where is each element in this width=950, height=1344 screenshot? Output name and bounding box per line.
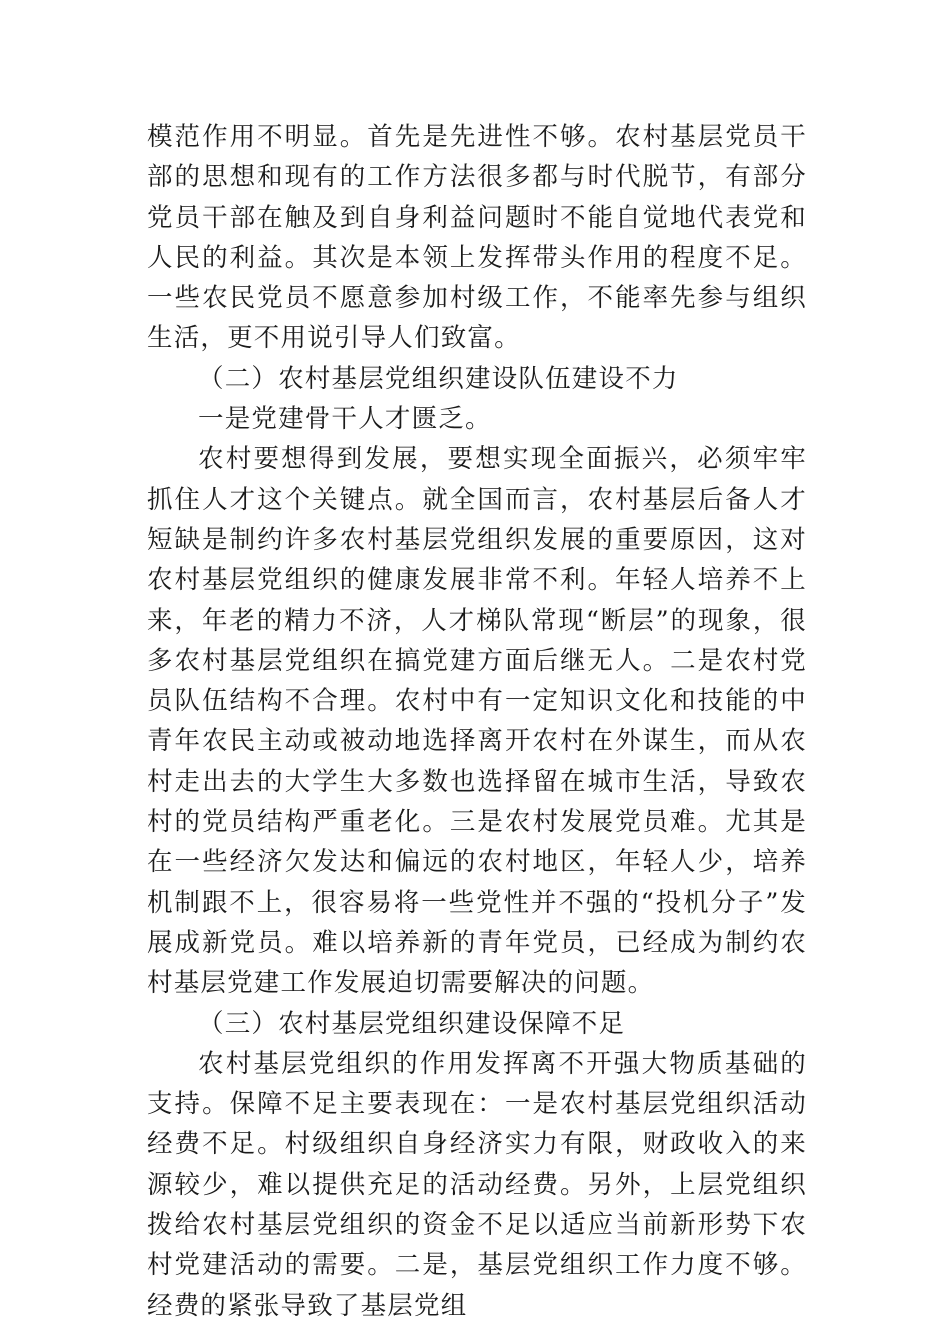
paragraph-talent: 农村要想得到发展，要想实现全面振兴，必须牢牢抓住人才这个关键点。就全国而言，农村基层后备人才短缺是制约许多农村基层党组织发展的重要原因，这对农村基层党组织的健康发展非常不利。年轻人培养不上来，年老的精力不济，人才梯队常现“断层”的现象，很多农村基层党组织在搞党建方面后继无人。二是农村党员队伍结构不合理。农村中有一定知识文化和技能的中青年农民主动或被动地选择离开农村在外谋生，而从农村走出去的大学生大多数也选择留在城市生活，导致农村的党员结构严重老化。三是农村发展党员难。尤其是在一些经济欠发达和偏远的农村地区，年轻人少，培养机制跟不上，很容易将一些党性并不强的“投机分子”发展成新党员。难以培养新的青年党员，已经成为制约农村基层党建工作发展迫切需要解决的问题。 (147, 444, 807, 999)
paragraph-subpoint: 一是党建骨干人才匮乏。 (198, 404, 492, 435)
section-heading-3: （三）农村基层党组织建设保障不足 (198, 1008, 626, 1039)
document-body (147, 117, 807, 1326)
paragraph-guarantee: 农村基层党组织的作用发挥离不开强大物质基础的支持。保障不足主要表现在：一是农村基层党组织活动经费不足。村级组织自身经济实力有限，财政收入的来源较少，难以提供充足的活动经费。另外，上层党组织拨给农村基层党组织的资金不足以适应当前新形势下农村党建活动的需要。二是，基层党组织工作力度不够。经费的紧张导致了基层党组 (147, 1048, 807, 1321)
paragraph-continued: 模范作用不明显。首先是先进性不够。农村基层党员干部的思想和现有的工作方法很多都与时代脱节，有部分党员干部在触及到自身利益问题时不能自觉地代表党和人民的利益。其次是本领上发挥带头作用的程度不足。一些农民党员不愿意参加村级工作，不能率先参与组织生活，更不用说引导人们致富。 (147, 122, 807, 354)
section-heading-2: （二）农村基层党组织建设队伍建设不力 (198, 363, 679, 394)
